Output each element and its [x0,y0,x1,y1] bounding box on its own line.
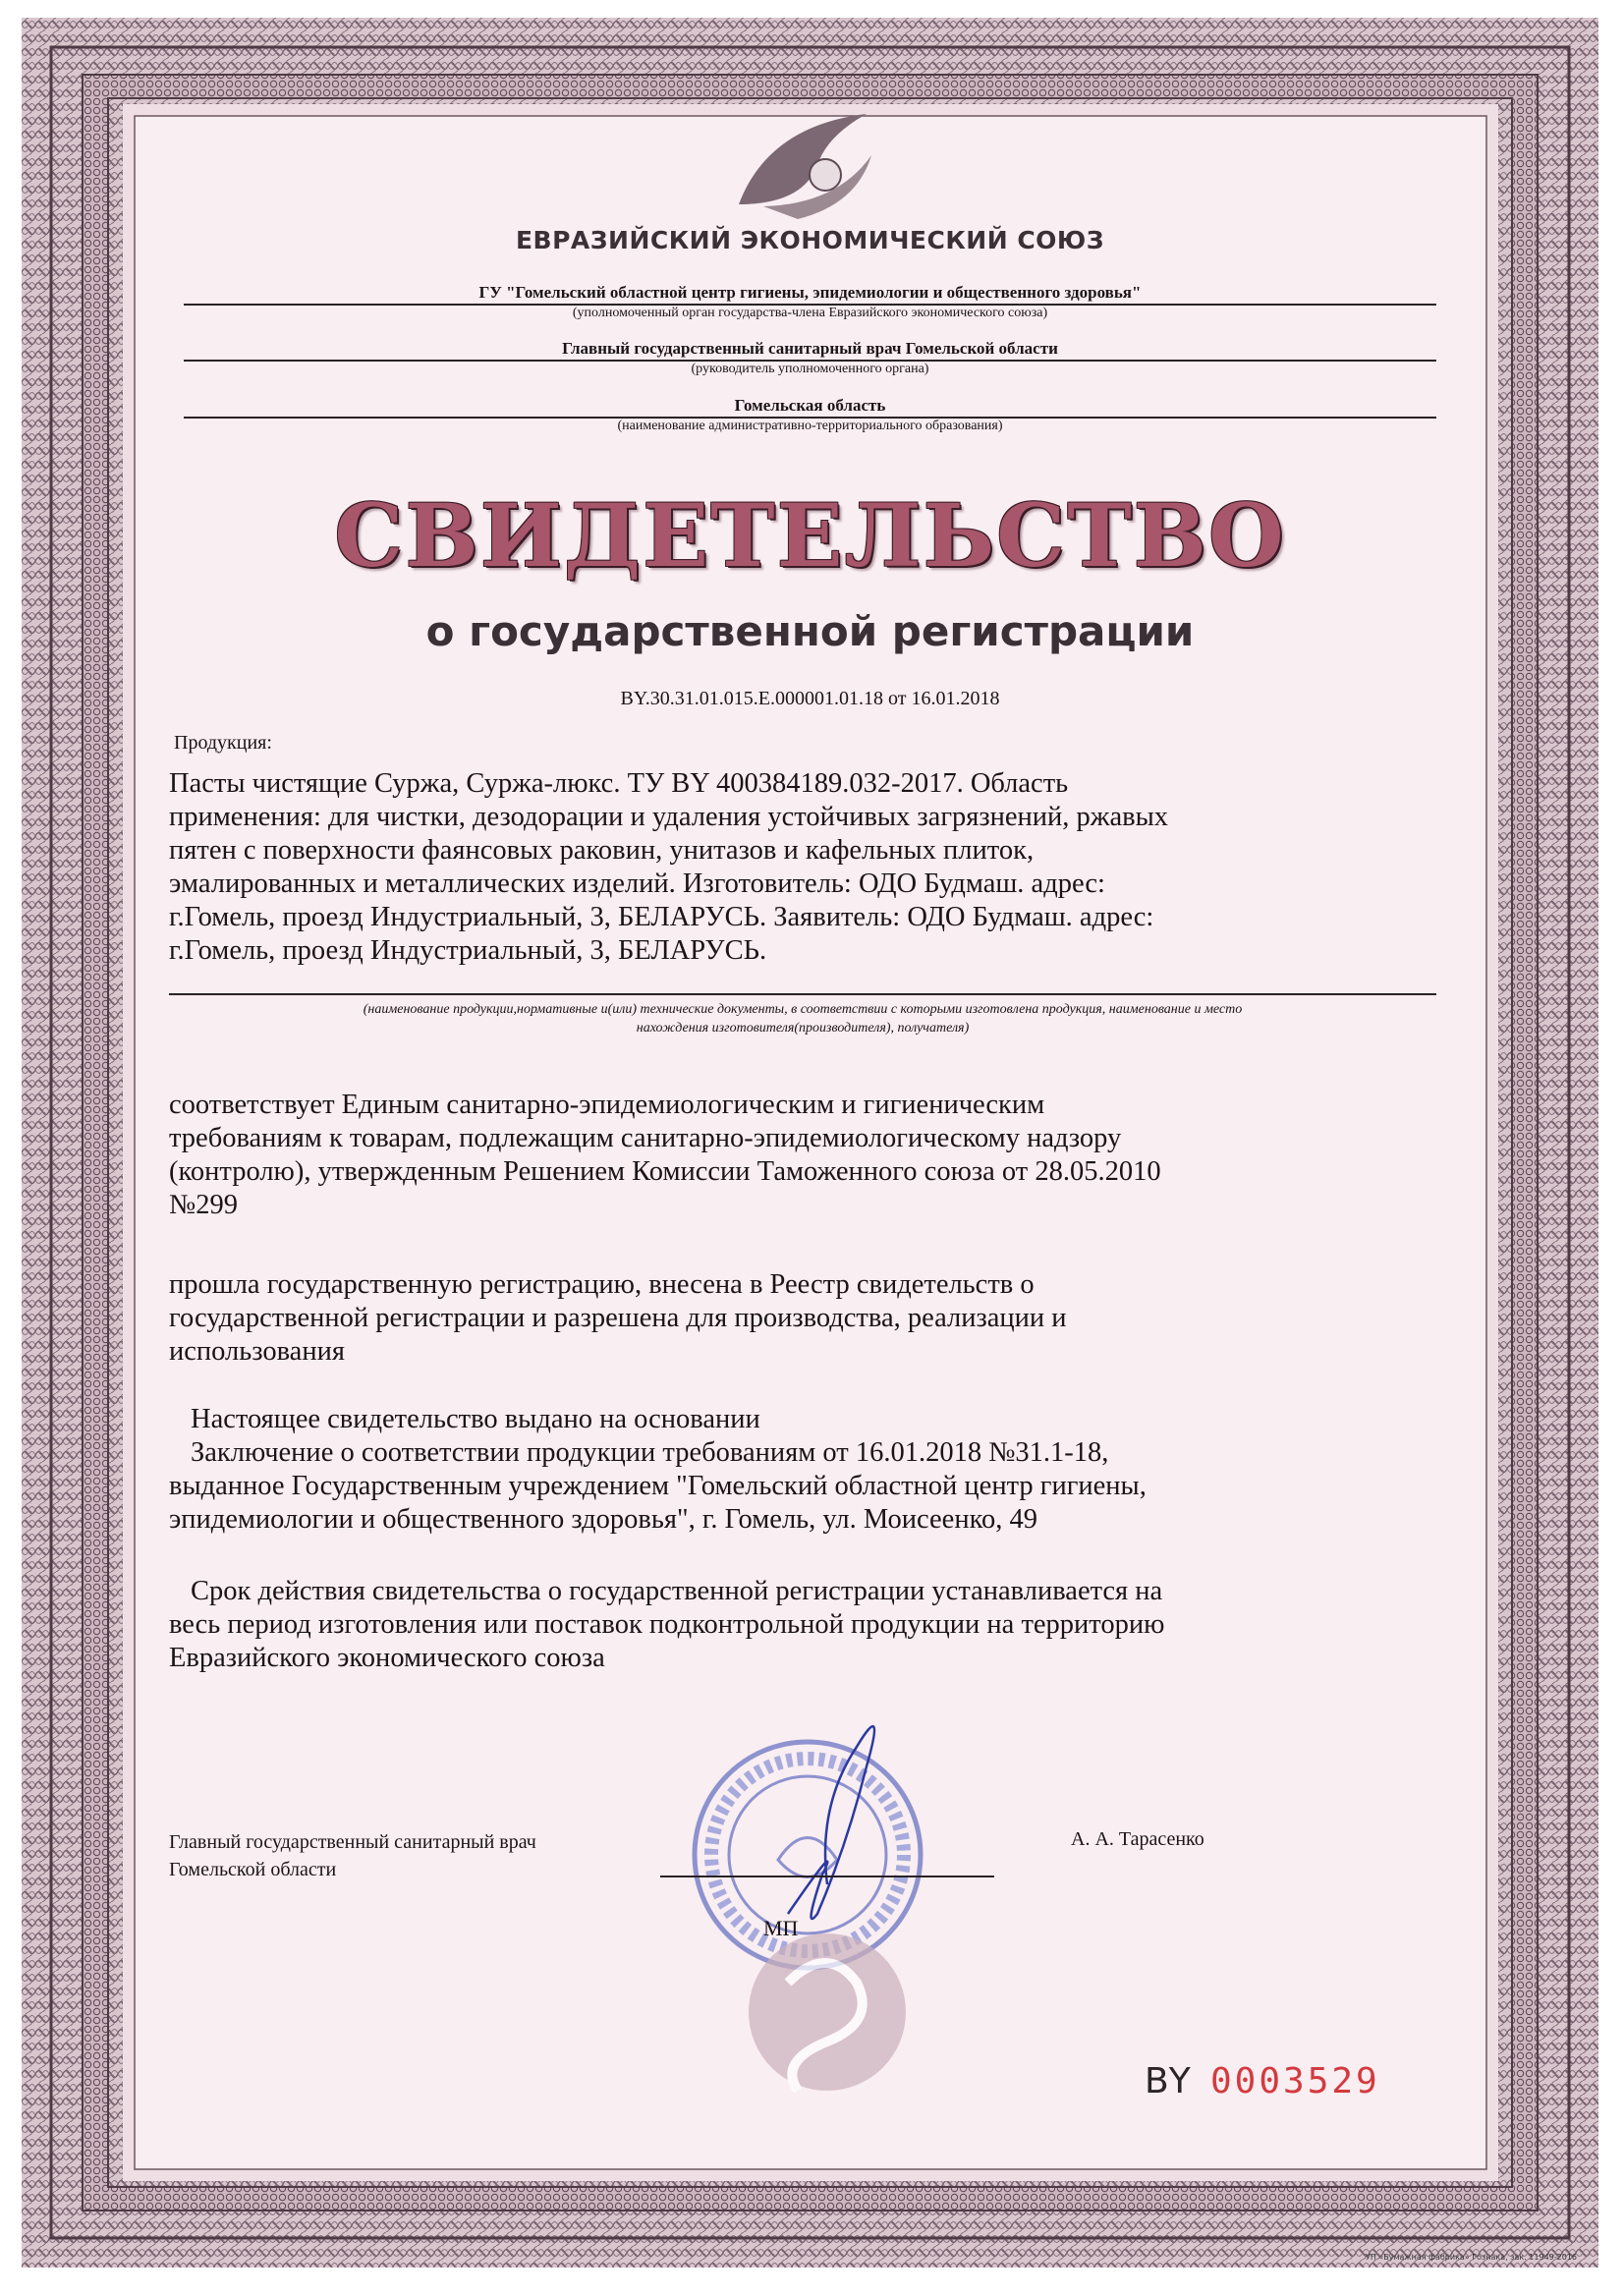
union-title: ЕВРАЗИЙСКИЙ ЭКОНОМИЧЕСКИЙ СОЮЗ [515,226,1105,254]
region-note: (наименование административно-территориального образования) [617,419,1003,433]
registered-paragraph: прошла государственную регистрацию, внесена в Реестр свидетельств о государственной регистрации и разрешена для производства, реализации и использования [169,1269,1067,1367]
product-line: г.Гомель, проезд Индустриальный, 3, БЕЛАРУСЬ. [169,935,767,966]
head-name: Главный государственный санитарный врач Гомельской области [562,339,1058,358]
product-line: эмалированных и металлических изделий. Изготовитель: ОДО Будмаш. адрес: [169,868,1105,899]
authority-block [184,283,1436,321]
region-name: Гомельская область [734,396,886,415]
product-note: (наименование продукции,нормативные и(или) технические документы, в соответствии с которыми изготовлена продукция, наименование и место нахождения изготовителя(производителя), получателя) [363,1002,1243,1036]
document-subtitle: о государственной регистрации [425,607,1195,655]
product-line: Пасты чистящие Суржа, Суржа-люкс. ТУ BY 400384189.032-2017. Область [169,768,1069,799]
product-line: применения: для чистки, дезодорации и удаления устойчивых загрязнений, ржавых [169,802,1168,832]
serial-prefix: BY [1145,2061,1193,2101]
validity-paragraph: Срок действия свидетельства о государственной регистрации устанавливается на весь период изготовления или поставок подконтрольной продукции на территорию Евразийского экономического союза [169,1576,1165,1673]
product-label: Продукция: [174,732,272,754]
document-title: СВИДЕТЕЛЬСТВО [334,484,1286,587]
registration-number: BY.30.31.01.015.E.000001.01.18 от 16.01.2018 [620,688,1000,709]
signature-line [660,1876,994,1877]
product-description [169,767,1436,968]
authority-note: (уполномоченный орган государства-члена Евразийского экономического союза) [572,306,1048,320]
head-block [184,339,1436,377]
head-note: (руководитель уполномоченного органа) [691,362,929,376]
product-line: пятен с поверхности фаянсовых раковин, унитазов и кафельных плиток, [169,835,1035,866]
certificate-sheet [22,18,1598,2268]
authority-name: ГУ "Гомельский областной центр гигиены, эпидемиологии и общественного здоровья" [478,283,1142,302]
product-line: г.Гомель, проезд Индустриальный, 3, БЕЛАРУСЬ. Заявитель: ОДО Будмаш. адрес: [169,902,1154,932]
signatory-position: Главный государственный санитарный врач Гомельской области [169,1831,536,1880]
eaeu-emblem [709,96,906,224]
stamp-place-label: МП [763,1916,799,1940]
basis-paragraph: Настоящее свидетельство выдано на основании Заключение о соответствии продукции требованиям от 16.01.2018 №31.1-18, выданное Государственным учреждением "Гомельский областной центр гигиены, эпидемиологии и общественного здоровья", г. Гомель, ул. Моисеенко, 49 [169,1404,1147,1535]
product-rule [169,993,1436,995]
printer-imprint: УП «Бумажная фабрика» Гознака, зак. 11949-2016 [1365,2253,1577,2262]
official-seal-icon [631,1688,1024,2100]
region-block [184,396,1436,434]
serial-number: 0003529 [1210,2061,1380,2101]
conformity-paragraph: соответствует Единым санитарно-эпидемиологическим и гигиеническим требованиям к товарам, подлежащим санитарно-эпидемиологическому надзору (контролю), утвержденным Решением Комиссии Таможенного союза от 28.05.2010 №299 [169,1090,1161,1220]
signatory-name: А. А. Тарасенко [1071,1828,1204,1850]
